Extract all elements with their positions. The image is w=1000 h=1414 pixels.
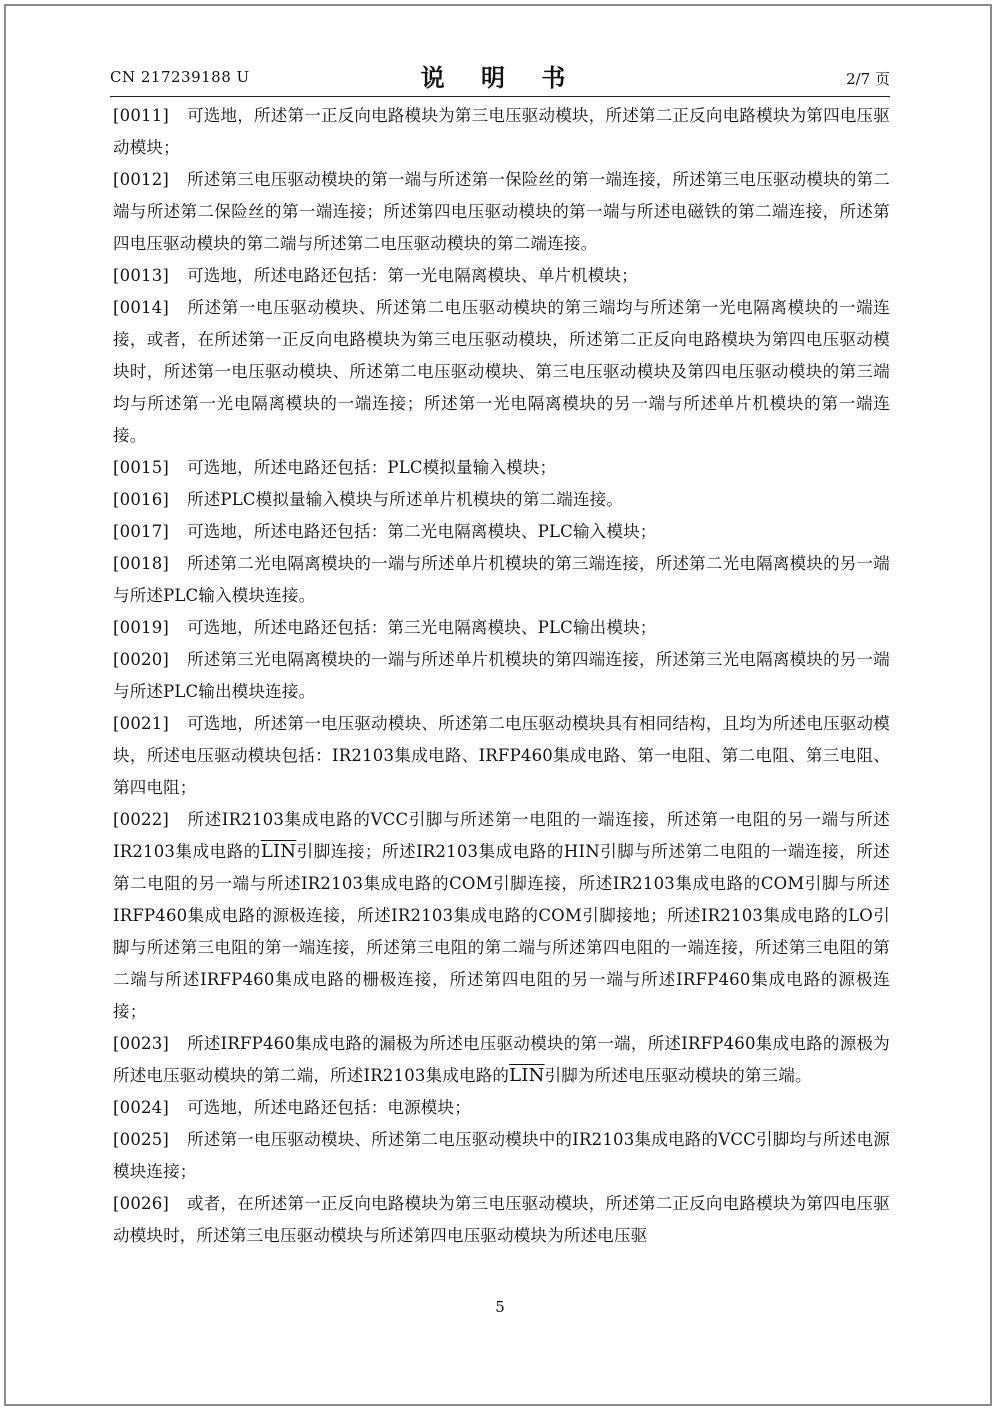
paragraph-text: 所述第三电压驱动模块的第一端与所述第一保险丝的第一端连接，所述第三电压驱动模块的第二端与所述第二保险丝的第一端连接；所述第四电压驱动模块的第一端与所述电磁铁的第二端连接，所述第四电压驱动模块的第二端与所述第二电压驱动模块的第二端连接。 bbox=[113, 170, 890, 253]
paragraph-0016 bbox=[113, 484, 890, 516]
paragraph-number: [0012] bbox=[113, 170, 170, 189]
lin-pin-symbol: $\overline{LIN}$ bbox=[509, 1065, 545, 1086]
paragraph-0026 bbox=[113, 1188, 890, 1252]
paragraph-text: 可选地，所述电路还包括：电源模块； bbox=[187, 1098, 471, 1117]
paragraph-0019 bbox=[113, 612, 890, 644]
paragraph-number: [0011] bbox=[113, 106, 170, 125]
paragraph-number: [0024] bbox=[113, 1098, 170, 1117]
paragraph-text: 所述IR2103集成电路的VCC引脚与所述第一电阻的一端连接，所述第一电阻的另一端与所述IR2103集成电路的 bbox=[113, 810, 890, 861]
paragraph-number: [0015] bbox=[113, 458, 170, 477]
document-title: 说 明 书 bbox=[420, 63, 580, 92]
paragraph-text: 可选地，所述第一正反向电路模块为第三电压驱动模块，所述第二正反向电路模块为第四电压驱动模块； bbox=[113, 106, 890, 157]
paragraph-text: 所述第三光电隔离模块的一端与所述单片机模块的第四端连接，所述第三光电隔离模块的另一端与所述PLC输出模块连接。 bbox=[113, 650, 890, 701]
paragraph-0021 bbox=[113, 708, 890, 804]
paragraph-text: 引脚为所述电压驱动模块的第三端。 bbox=[544, 1066, 812, 1085]
page-header bbox=[110, 56, 890, 96]
publication-number: CN 217239188 U bbox=[110, 68, 250, 86]
paragraph-number: [0017] bbox=[113, 522, 170, 541]
page-count: 2/7 页 bbox=[846, 70, 890, 88]
paragraph-0020 bbox=[113, 644, 890, 708]
paragraph-text: 所述IRFP460集成电路的漏极为所述电压驱动模块的第一端，所述IRFP460集成电路的源极为所述电压驱动模块的第二端，所述IR2103集成电路的 bbox=[113, 1034, 890, 1085]
paragraph-text: 可选地，所述第一电压驱动模块、所述第二电压驱动模块具有相同结构，且均为所述电压驱动模块，所述电压驱动模块包括：IR2103集成电路、IRFP460集成电路、第一电阻、第二电阻、第三电阻、第四电阻； bbox=[113, 714, 890, 797]
paragraph-0014 bbox=[113, 292, 890, 452]
paragraph-number: [0023] bbox=[113, 1034, 170, 1053]
paragraph-0013 bbox=[113, 260, 890, 292]
paragraph-number: [0022] bbox=[113, 810, 170, 829]
paragraph-0022 bbox=[113, 804, 890, 1028]
paragraph-0018 bbox=[113, 548, 890, 612]
paragraph-text: 所述PLC模拟量输入模块与所述单片机模块的第二端连接。 bbox=[187, 490, 624, 509]
document-body bbox=[113, 100, 890, 1252]
paragraph-0023 bbox=[113, 1028, 890, 1092]
paragraph-text: 可选地，所述电路还包括：PLC模拟量输入模块； bbox=[187, 458, 557, 477]
paragraph-text: 可选地，所述电路还包括：第三光电隔离模块、PLC输出模块； bbox=[187, 618, 657, 637]
paragraph-text: 所述第一电压驱动模块、所述第二电压驱动模块中的IR2103集成电路的VCC引脚均与所述电源模块连接； bbox=[113, 1130, 890, 1181]
paragraph-0015 bbox=[113, 452, 890, 484]
page-number: 5 bbox=[495, 1298, 505, 1316]
header-rule bbox=[110, 96, 890, 97]
paragraph-0012 bbox=[113, 164, 890, 260]
paragraph-0024 bbox=[113, 1092, 890, 1124]
paragraph-number: [0014] bbox=[113, 298, 170, 317]
paragraph-0025 bbox=[113, 1124, 890, 1188]
paragraph-number: [0021] bbox=[113, 714, 170, 733]
paragraph-text: 可选地，所述电路还包括：第一光电隔离模块、单片机模块； bbox=[187, 266, 638, 285]
paragraph-number: [0020] bbox=[113, 650, 170, 669]
paragraph-text: 或者，在所述第一正反向电路模块为第三电压驱动模块，所述第二正反向电路模块为第四电压驱动模块时，所述第三电压驱动模块与所述第四电压驱动模块为所述电压驱 bbox=[113, 1194, 890, 1245]
paragraph-text: 引脚连接；所述IR2103集成电路的HIN引脚与所述第二电阻的一端连接，所述第二电阻的另一端与所述IR2103集成电路的COM引脚连接，所述IR2103集成电路的COM引脚与所述IRFP460集成电路的源极连接，所述IR2103集成电路的COM引脚接地；所述IR2103集成电路的LO引脚与所述第三电阻的第一端连接，所述第三电阻的第二端与所述第四电阻的一端连接，所述第三电阻的第二端与所述IRFP460集成电路的栅极连接，所述第四电阻的另一端与所述IRFP460集成电路的源极连接； bbox=[113, 842, 890, 1021]
paragraph-text: 可选地，所述电路还包括：第二光电隔离模块、PLC输入模块； bbox=[187, 522, 657, 541]
paragraph-number: [0026] bbox=[113, 1194, 170, 1213]
paragraph-number: [0013] bbox=[113, 266, 170, 285]
paragraph-number: [0025] bbox=[113, 1130, 170, 1149]
lin-pin-symbol: $\overline{LIN}$ bbox=[260, 841, 297, 862]
paragraph-text: 所述第一电压驱动模块、所述第二电压驱动模块的第三端均与所述第一光电隔离模块的一端连接，或者，在所述第一正反向电路模块为第三电压驱动模块，所述第二正反向电路模块为第四电压驱动模块时，所述第一电压驱动模块、所述第二电压驱动模块、第三电压驱动模块及第四电压驱动模块的第三端均与所述第一光电隔离模块的一端连接；所述第一光电隔离模块的另一端与所述单片机模块的第一端连接。 bbox=[113, 298, 890, 445]
paragraph-0011 bbox=[113, 100, 890, 164]
paragraph-text: 所述第二光电隔离模块的一端与所述单片机模块的第三端连接，所述第二光电隔离模块的另一端与所述PLC输入模块连接。 bbox=[113, 554, 890, 605]
paragraph-number: [0018] bbox=[113, 554, 170, 573]
paragraph-number: [0019] bbox=[113, 618, 170, 637]
paragraph-number: [0016] bbox=[113, 490, 170, 509]
paragraph-0017 bbox=[113, 516, 890, 548]
